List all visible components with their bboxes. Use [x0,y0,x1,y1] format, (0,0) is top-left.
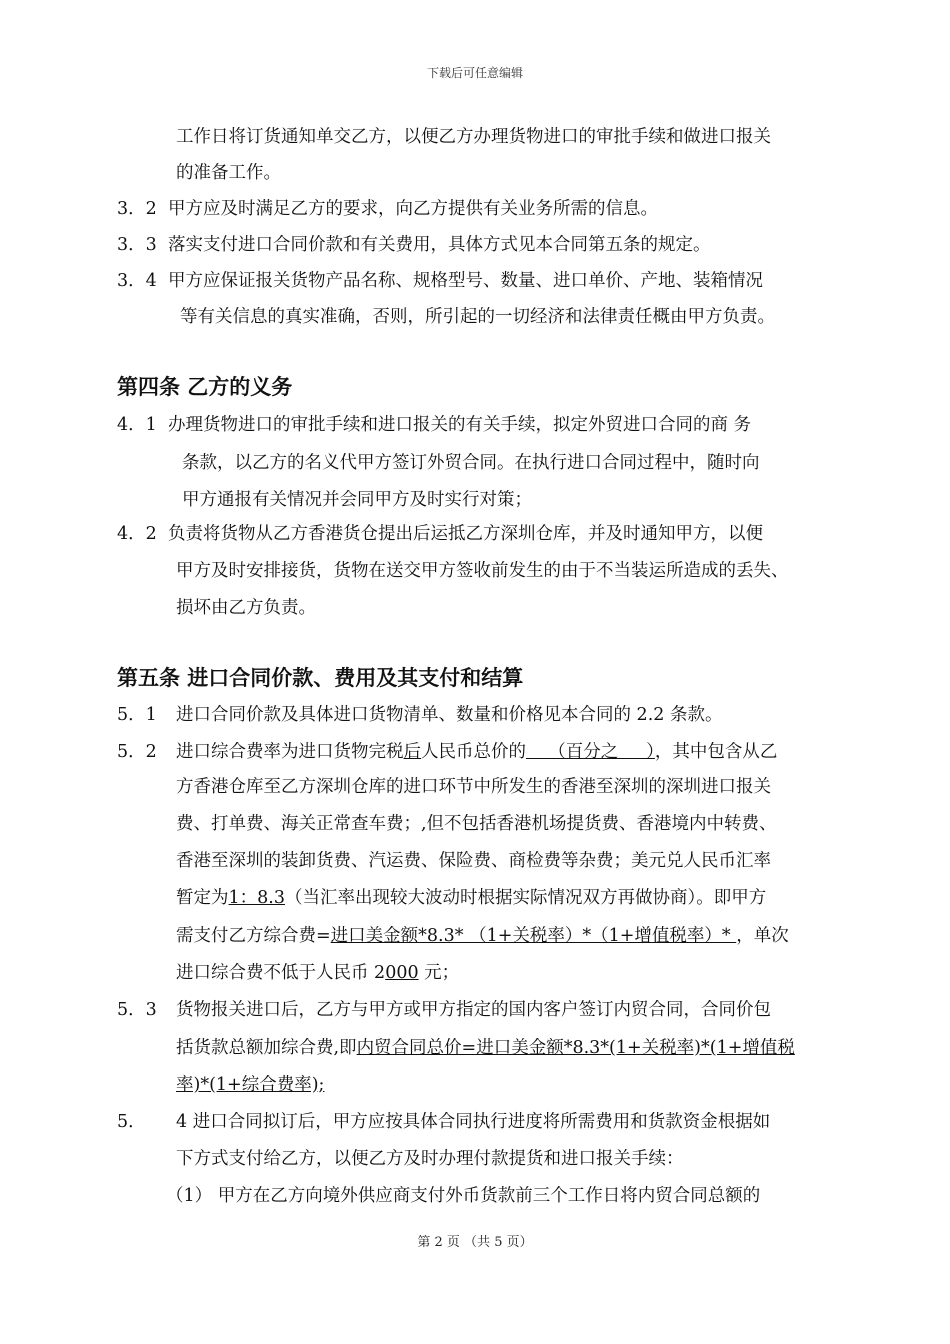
min-fee: 000 [385,963,419,983]
paragraph-line [176,961,459,985]
paragraph-line [176,924,789,948]
text-run: ，其中包含从乙 [654,742,778,762]
text-run: 进口综合费率为进口货物完税 [176,742,404,762]
section-heading: 第四条 乙方的义务 [117,375,293,399]
item-number: 4．2 [117,524,157,544]
paragraph-line: 工作日将订货通知单交乙方，以便乙方办理货物进口的审批手续和做进口报关 [176,127,771,147]
item-number: 5．2 [117,742,157,762]
paragraph-line: 进口合同价款及具体进口货物清单、数量和价格见本合同的 2.2 条款。 [176,705,723,725]
paragraph-line: 下方式支付给乙方，以便乙方及时办理付款提货和进口报关手续： [176,1149,684,1169]
item-number: 3．3 [117,235,157,255]
underlined-text: 后 [403,742,421,762]
paragraph-line: 甲方应保证报关货物产品名称、规格型号、数量、进口单价、产地、装箱情况 [168,271,763,291]
text-run: 需支付乙方综合费= [176,926,331,946]
exchange-rate: 1：8.3 [228,888,285,908]
item-number: 3．4 [117,271,157,291]
page-footer: 第 2 页 （共 5 页） [417,1235,533,1250]
paragraph-line [176,886,766,910]
paragraph-line [176,1073,324,1097]
item-number: 4．1 [117,415,157,435]
paragraph-line: 甲方应及时满足乙方的要求，向乙方提供有关业务所需的信息。 [168,199,658,219]
contract-formula-end: 率)*(1+综合费率); [176,1075,325,1095]
item-number: 5． [117,1112,146,1132]
contract-formula: 内贸合同总价=进口美金额*8.3*(1+关税率)*(1+增值税 [356,1038,795,1058]
paragraph-line: 方香港仓库至乙方深圳仓库的进口环节中所发生的香港至深圳的深圳进口报关 [176,777,771,797]
text-run: （当汇率出现较大波动时根据实际情况双方再做协商）。即甲方 [284,888,767,908]
paragraph-line: （1） 甲方在乙方向境外供应商支付外币货款前三个工作日将内贸合同总额的 [166,1186,761,1206]
section-heading: 第五条 进口合同价款、费用及其支付和结算 [117,666,524,690]
text-run: 进口综合费不低于人民币 2 [176,963,386,983]
item-number: 5．3 [117,1000,157,1020]
rate-blank: （百分之 ） [526,742,655,762]
fee-formula: 进口美金额*8.3* （1+关税率）*（1+增值税率）* [330,926,737,946]
paragraph-line: 落实支付进口合同价款和有关费用，具体方式见本合同第五条的规定。 [168,235,711,255]
text-run: 暂定为 [176,888,229,908]
paragraph-line: 负责将货物从乙方香港货仓提出后运抵乙方深圳仓库，并及时通知甲方，以便 [168,524,763,544]
paragraph-line: 4 进口合同拟订后，甲方应按具体合同执行进度将所需费用和货款资金根据如 [176,1112,771,1132]
item-number: 5．1 [117,705,157,725]
paragraph-line: 条款，以乙方的名义代甲方签订外贸合同。在执行进口合同过程中，随时向 [182,453,760,473]
paragraph-line: 办理货物进口的审批手续和进口报关的有关手续，拟定外贸进口合同的商 务 [168,415,752,435]
paragraph-line [176,740,777,764]
paragraph-line: 货物报关进口后，乙方与甲方或甲方指定的国内客户签订内贸合同，合同价包 [176,1000,771,1020]
paragraph-line: 香港至深圳的装卸货费、汽运费、保险费、商检费等杂费；美元兑人民币汇率 [176,851,771,871]
text-run: 括货款总额加综合费,即 [176,1038,357,1058]
paragraph-line: 等有关信息的真实准确，否则，所引起的一切经济和法律责任概由甲方负责。 [180,307,775,327]
text-run: 人民币总价的 [421,742,526,762]
page-header: 下载后可任意编辑 [426,66,523,80]
paragraph-line: 甲方通报有关情况并会同甲方及时实行对策； [182,490,532,510]
paragraph-line: 费、打单费、海关正常查车费；,但不包括香港机场提货费、香港境内中转费、 [176,814,777,834]
paragraph-line: 损坏由乙方负责。 [176,598,316,618]
text-run: ，单次 [736,926,789,946]
text-run: 元； [418,963,460,983]
paragraph-line [176,1036,795,1060]
item-number: 3．2 [117,199,157,219]
paragraph-line: 甲方及时安排接货，货物在送交甲方签收前发生的由于不当装运所造成的丢失、 [176,561,789,581]
paragraph-line: 的准备工作。 [176,163,281,183]
